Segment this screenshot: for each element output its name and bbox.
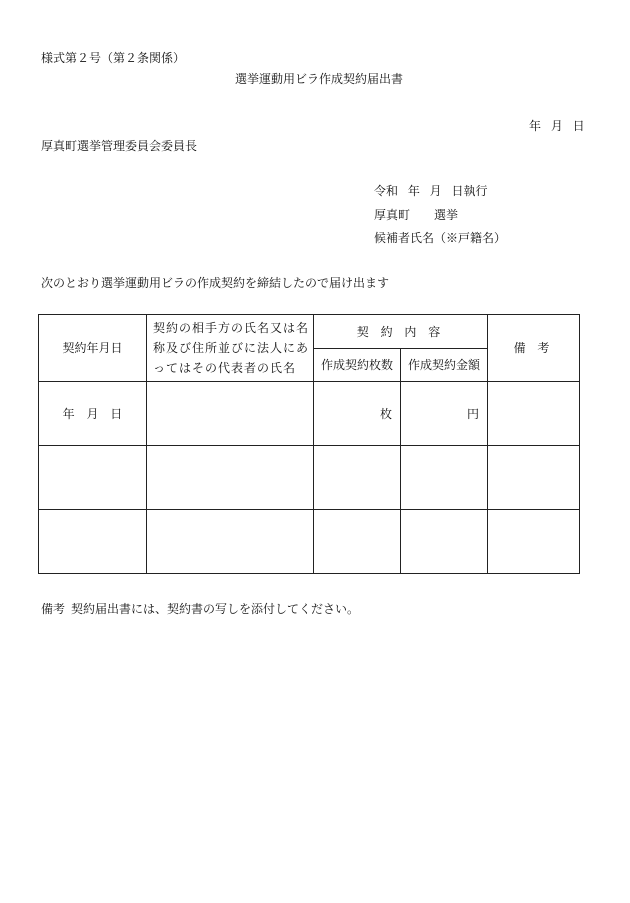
intro-text: 次のとおり選挙運動用ビラの作成契約を締結したので届け出ます [41, 276, 390, 290]
header-sheet-count: 作成契約枚数 [314, 349, 401, 382]
table-row [39, 510, 580, 574]
header-contract-amount: 作成契約金額 [401, 349, 488, 382]
table-row [39, 382, 580, 446]
row-remarks-cell [488, 510, 580, 574]
row-sheets-cell [314, 510, 401, 574]
row-remarks-cell [488, 382, 580, 446]
header-contract-party: 契約の相手方の氏名又は名称及び住所並びに法人にあってはその代表者の氏名 [147, 315, 314, 382]
row-sheets-cell [314, 446, 401, 510]
table-header-row [39, 315, 580, 349]
row-date-cell [39, 510, 147, 574]
election-word: 選挙 [434, 208, 459, 222]
row-amount-cell [401, 446, 488, 510]
contract-table [38, 314, 580, 574]
election-date-line: 令和 年 月 日執行 [374, 184, 488, 198]
town-name: 厚真町 [374, 208, 411, 222]
row-remarks-cell [488, 446, 580, 510]
header-contract-date: 契約年月日 [39, 315, 147, 382]
document-title: 選挙運動用ビラ作成契約届出書 [235, 72, 404, 86]
row-party-cell [147, 446, 314, 510]
header-remarks: 備 考 [488, 315, 580, 382]
form-number: 様式第２号（第２条関係） [41, 51, 186, 65]
remarks-text: 契約届出書には、契約書の写しを添付してください。 [71, 602, 360, 616]
table-row [39, 446, 580, 510]
candidate-name-label: 候補者氏名（※戸籍名） [374, 231, 507, 245]
header-contract-content: 契 約 内 容 [314, 315, 488, 349]
row-amount-cell: 円 [401, 382, 488, 446]
row-amount-cell [401, 510, 488, 574]
row-sheets-cell: 枚 [314, 382, 401, 446]
row-party-cell [147, 382, 314, 446]
row-party-cell [147, 510, 314, 574]
remarks-note [41, 603, 359, 615]
row-date-cell: 年 月 日 [39, 382, 147, 446]
addressee: 厚真町選挙管理委員会委員長 [41, 139, 198, 153]
remarks-label: 備考 [41, 602, 66, 616]
submission-date: 年 月 日 [529, 119, 585, 133]
row-date-cell [39, 446, 147, 510]
election-name-line [374, 209, 458, 221]
